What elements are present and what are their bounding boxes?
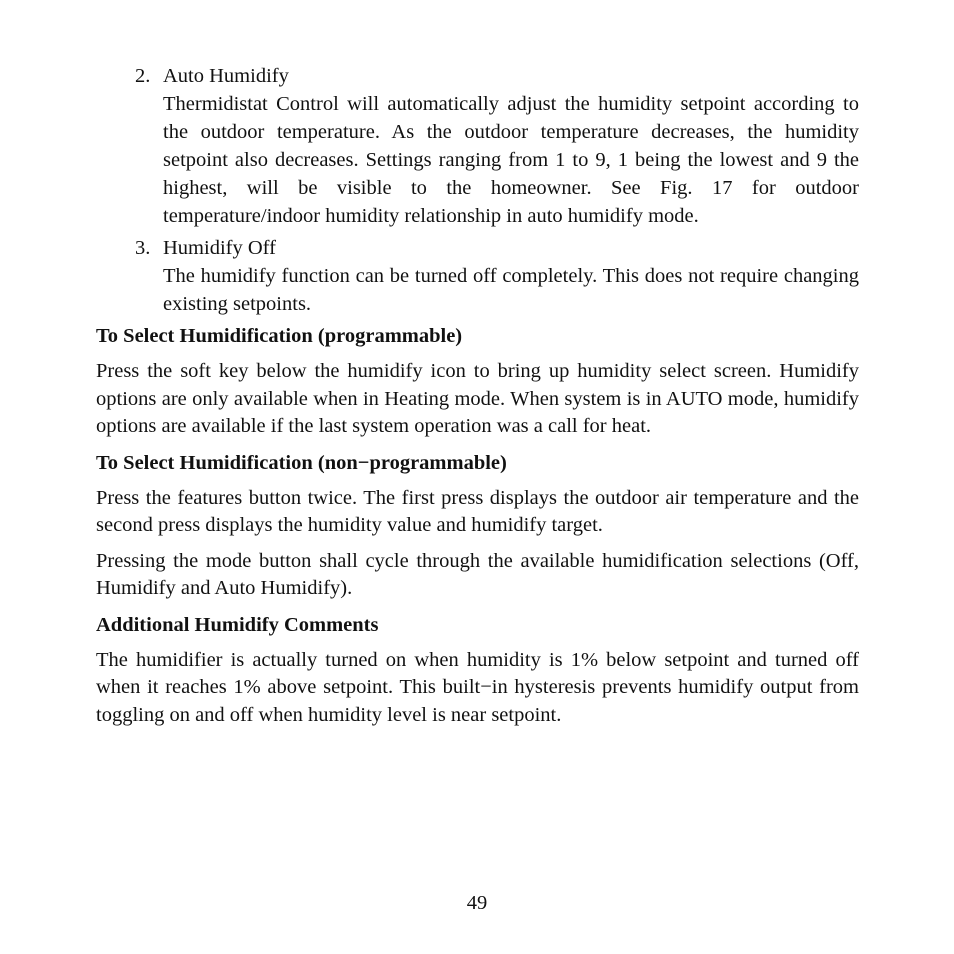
section-heading: To Select Humidification (programmable) bbox=[96, 325, 463, 347]
list-item-body: Thermidistat Control will automatically adjust the humidity setpoint according to the outdoor temperature. As the outdoor temperature decreases, the humidity setpoint also decreases. Settings ranging from 1 to 9, 1 being the lowest and 9 the highest, will be visible to the homeowner. See Fig. 17 for outdoor temperature/indoor humidity relationship in auto humidify mode. bbox=[163, 93, 859, 227]
section-paragraph: Press the soft key below the humidify icon to bring up humidity select screen. Humidify options are only available when in Heating mode. When system is in AUTO mode, humidify options are available if the last system operation was a call for heat. bbox=[96, 360, 859, 437]
list-item-number: 3. bbox=[135, 237, 151, 259]
section-heading: To Select Humidification (non−programmable) bbox=[96, 451, 507, 474]
document-page bbox=[96, 62, 859, 737]
section-heading: Additional Humidify Comments bbox=[96, 613, 379, 636]
section-additional-comments bbox=[96, 611, 859, 730]
list-item-title: Auto Humidify bbox=[163, 65, 289, 87]
section-paragraph: The humidifier is actually turned on when humidity is 1% below setpoint and turned off when it reaches 1% above setpoint. This built−in hysteresis prevents humidify output from toggling on and off when humidity level is near setpoint. bbox=[96, 648, 859, 726]
section-paragraph: Press the features button twice. The first press displays the outdoor air temperature and the second press displays the humidity value and humidify target. bbox=[96, 486, 859, 536]
list-item-number: 2. bbox=[135, 65, 151, 87]
page-number: 49 bbox=[466, 892, 488, 914]
list-item-body: The humidify function can be turned off completely. This does not require changing existing setpoints. bbox=[163, 265, 859, 315]
section-non-programmable bbox=[96, 449, 859, 603]
section-programmable bbox=[96, 322, 859, 441]
list-item-title: Humidify Off bbox=[163, 237, 276, 259]
section-paragraph: Pressing the mode button shall cycle through the available humidification selections (Off, Humidify and Auto Humidify). bbox=[96, 549, 859, 599]
list-item-humidify-off bbox=[135, 234, 859, 318]
list-item-auto-humidify bbox=[135, 62, 859, 230]
